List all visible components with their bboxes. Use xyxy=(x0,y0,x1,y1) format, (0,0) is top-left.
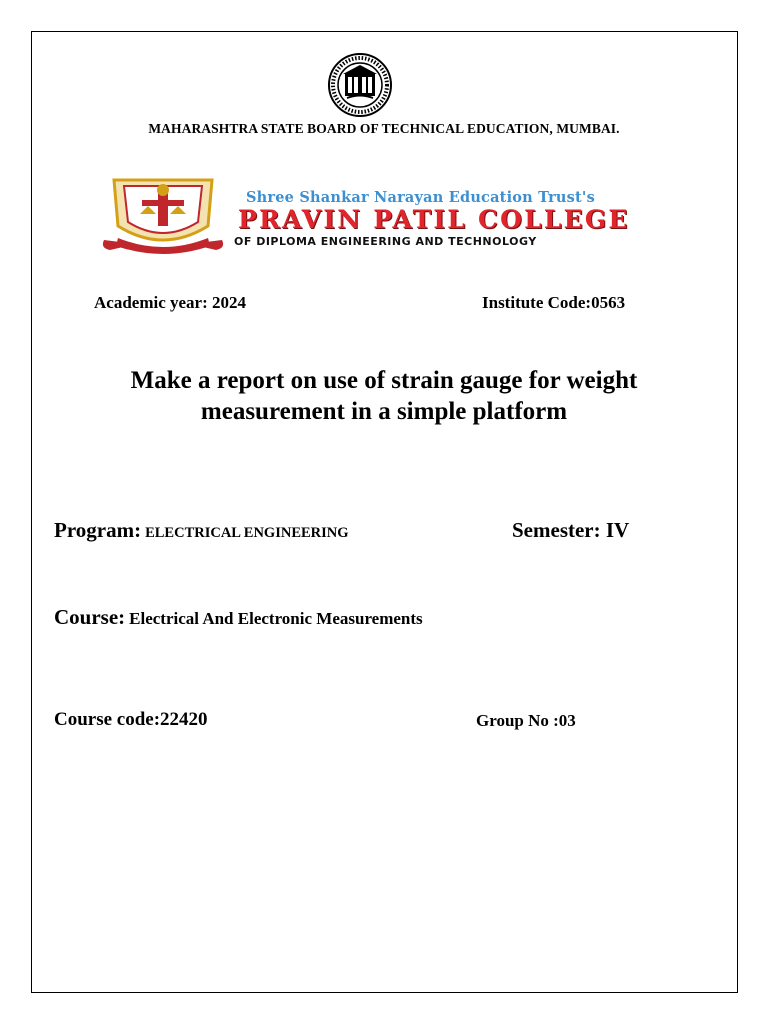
program-row xyxy=(54,518,349,543)
report-title-line1: Make a report on use of strain gauge for weight xyxy=(130,367,638,394)
board-name: MAHARASHTRA STATE BOARD OF TECHNICAL EDUCATION, MUMBAI. xyxy=(148,121,620,136)
college-name: PRAVIN PATIL COLLEGE xyxy=(238,205,630,234)
course-value: Electrical And Electronic Measurements xyxy=(129,609,423,628)
msbte-seal-icon xyxy=(318,52,402,118)
course-label: Course: xyxy=(54,605,126,629)
group-number: Group No :03 xyxy=(476,711,576,730)
institute-code: Institute Code:0563 xyxy=(482,293,626,312)
report-title-line2: measurement in a simple platform xyxy=(200,398,568,425)
program-value: ELECTRICAL ENGINEERING xyxy=(145,525,349,541)
course-code: Course code:22420 xyxy=(54,709,208,730)
academic-year: Academic year: 2024 xyxy=(94,293,247,312)
semester: Semester: IV xyxy=(512,518,630,542)
program-label: Program: xyxy=(54,518,142,542)
college-subtitle: OF DIPLOMA ENGINEERING AND TECHNOLOGY xyxy=(234,235,537,248)
report-title xyxy=(0,365,768,427)
trust-name: Shree Shankar Narayan Education Trust's xyxy=(246,189,595,206)
course-row xyxy=(54,605,423,630)
college-emblem-icon xyxy=(96,170,230,256)
